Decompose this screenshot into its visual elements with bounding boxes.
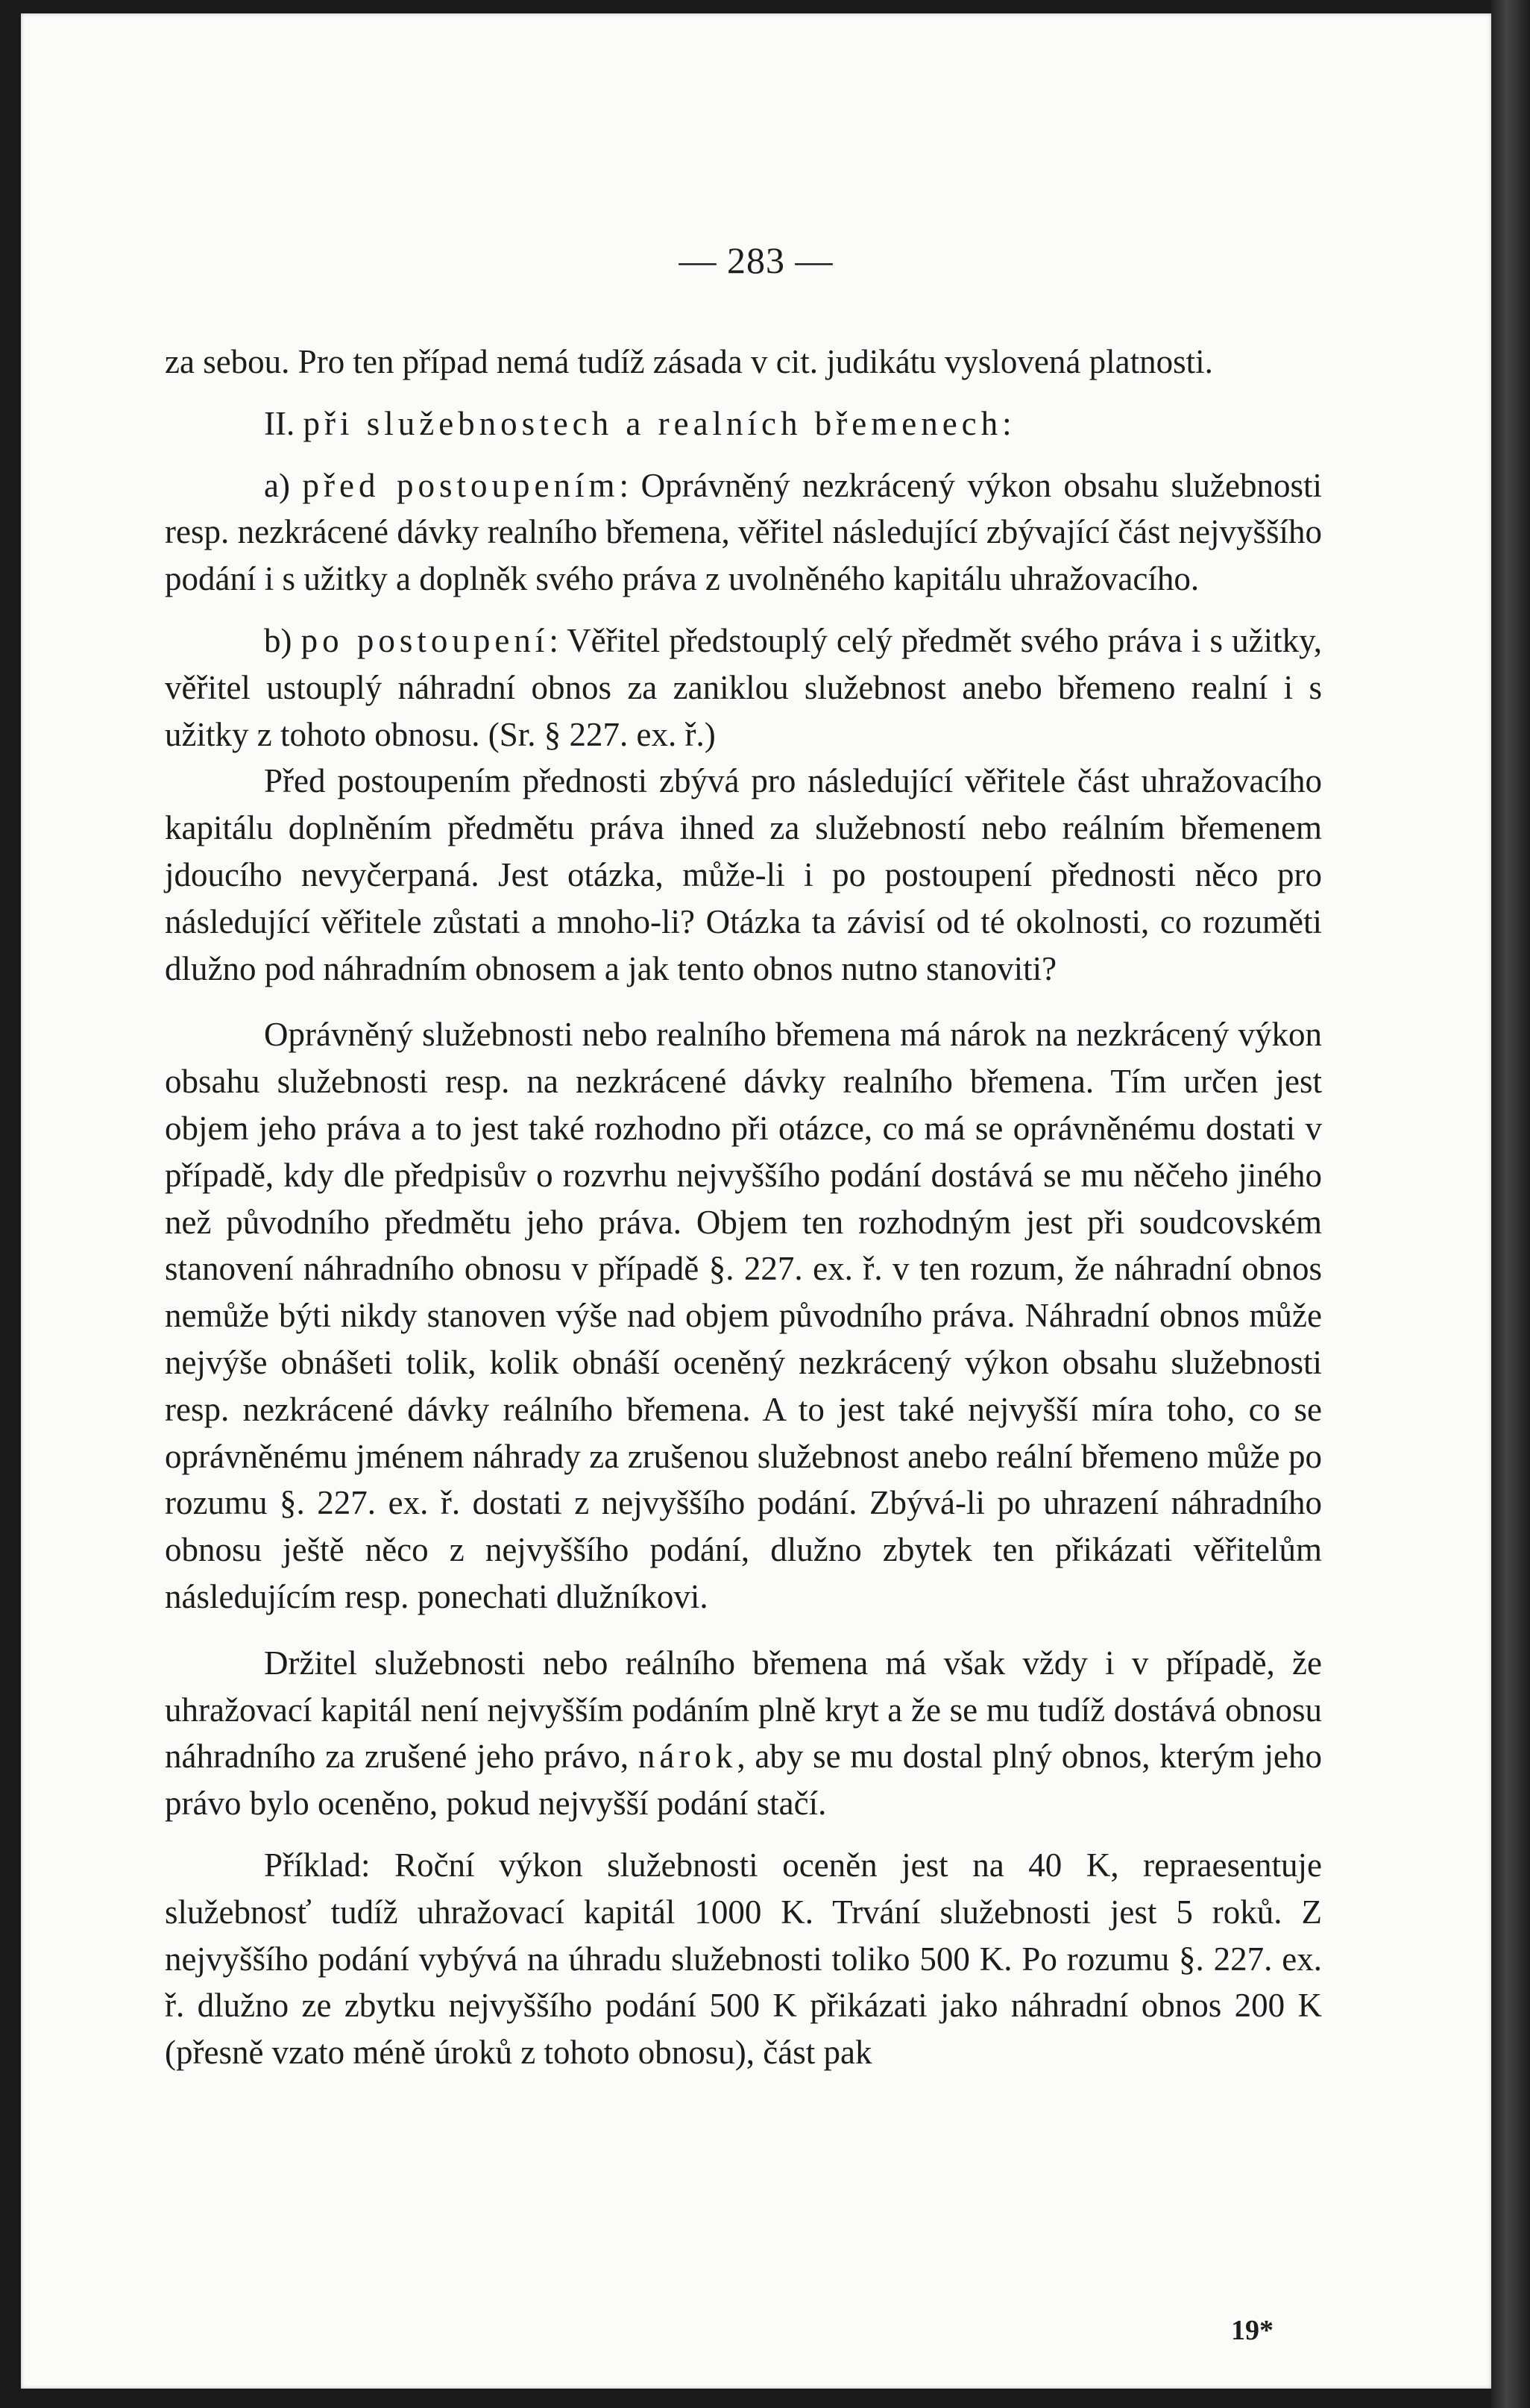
page-number: — 283 —	[679, 239, 834, 281]
paragraph-7-tail: , aby se mu dostal plný obnos, kterým jeho právo bylo oceněno, pokud nejvyšší podání stačí.	[165, 1738, 1323, 1823]
paragraph-5: Před postoupením přednosti zbývá pro následující věřitele část uhražovacího kapitálu doplněním předmětu práva ihned za služebností nebo reálním břemenem jdoucího nevyčerpaná. Jest otázka, může-li i po postoupení přednosti něco pro následující věřitele zůstati a mnoho-li? Otázka ta závisí od té okolnosti, co rozuměti dlužno pod náhradním obnosem a jak tento obnos nutno stanoviti?	[165, 762, 1322, 987]
section-heading-ii	[165, 400, 1322, 447]
paragraph-7-spaced: nárok	[638, 1738, 737, 1776]
paragraph-b	[165, 617, 1322, 758]
signature-mark: 19*	[1231, 2315, 1274, 2346]
paragraph-8: Příklad: Roční výkon služebnosti oceněn jest na 40 K, repraesentuje služebnosť tudíž uhražovací kapitál 1000 K. Trvání služebnosti jest 5 roků. Z nejvyššího podání vybývá na úhradu služebnosti toliko 500 K. Po rozumu §. 227. ex. ř. dlužno ze zbytku nejvyššího podání 500 K přikázati jako náhradní obnos 200 K (přesně vzato méně úroků z tohoto obnosu), část pak	[165, 1846, 1322, 2072]
paragraph-6: Oprávněný služebnosti nebo realního břemena má nárok na nezkrácený výkon obsahu služebnosti resp. na nezkrácené dávky realního břemena. Tím určen jest objem jeho práva a to jest také rozhodno při otázce, co má se oprávněnému dostati v případě, kdy dle předpisův o rozvrhu nejvyššího podání dostává se mu něčeho jiného než původního předmětu jeho práva. Objem ten rozhodným jest při soudcovském stanovení náhradního obnosu v případě §. 227. ex. ř. v ten rozum, že náhradní obnos nemůže býti nikdy stanoven výše nad objem původního práva. Náhradní obnos může nejvýše obnášeti tolik, kolik obnáší oceněný nezkrácený výkon obsahu služebnosti resp. nezkrácené dávky reálního břemena. A to jest také nejvyšší míra toho, co se oprávněnému jménem náhrady za zrušenou služebnost anebo reální břemeno může po rozumu §. 227. ex. ř. dostati z nejvyššího podání. Zbývá-li po uhrazení náhradního obnosu ještě něco z nejvyššího podání, dlužno zbytek ten přikázati věřitelům následujícím resp. ponechati dlužníkovi.	[165, 1016, 1322, 1615]
book-page	[21, 13, 1491, 2389]
paragraph-a	[165, 462, 1322, 603]
section-heading-lead: II.	[264, 404, 303, 442]
paragraph-a-spaced: před postoupením	[302, 466, 620, 504]
paragraph-7-lead: Držitel služebnosti nebo reálního břemena má však vždy i v případě, že uhražovací kapitál není nejvyšším podáním plně kryt a že se mu tudíž dostává obnosu náhradního za zrušené jeho právo,	[165, 1644, 1322, 1776]
paragraph-b-spaced: po postoupení	[300, 621, 550, 659]
paragraph-a-lead: a)	[264, 466, 303, 504]
paragraph-a-tail: : Oprávněný nezkrácený výkon obsahu služebnosti resp. nezkrácené dávky realního břemena, věřitel následující zbývající část nejvyššího podání i s užitky a doplněk svého práva z uvolněného kapitálu uhražovacího.	[165, 466, 1322, 598]
paragraph-7	[165, 1640, 1322, 1827]
section-heading-tail: :	[1002, 404, 1012, 442]
page-edge	[1491, 0, 1530, 2408]
paragraph-b-tail: : Věřitel předstouplý celý předmět svého práva i s užitky, věřitel ustouplý náhradní obnos za zaniklou služebnost anebo břemeno realní i s užitky z tohoto obnosu. (Sr. § 227. ex. ř.)	[165, 621, 1322, 753]
paragraph-b-lead: b)	[264, 621, 301, 659]
body-text	[165, 339, 1322, 2076]
paragraph-1: za sebou. Pro ten případ nemá tudíž zásada v cit. judikátu vyslovená platnosti.	[165, 343, 1213, 380]
section-heading-spaced: při služebnostech a realních břemenech	[303, 404, 1003, 442]
